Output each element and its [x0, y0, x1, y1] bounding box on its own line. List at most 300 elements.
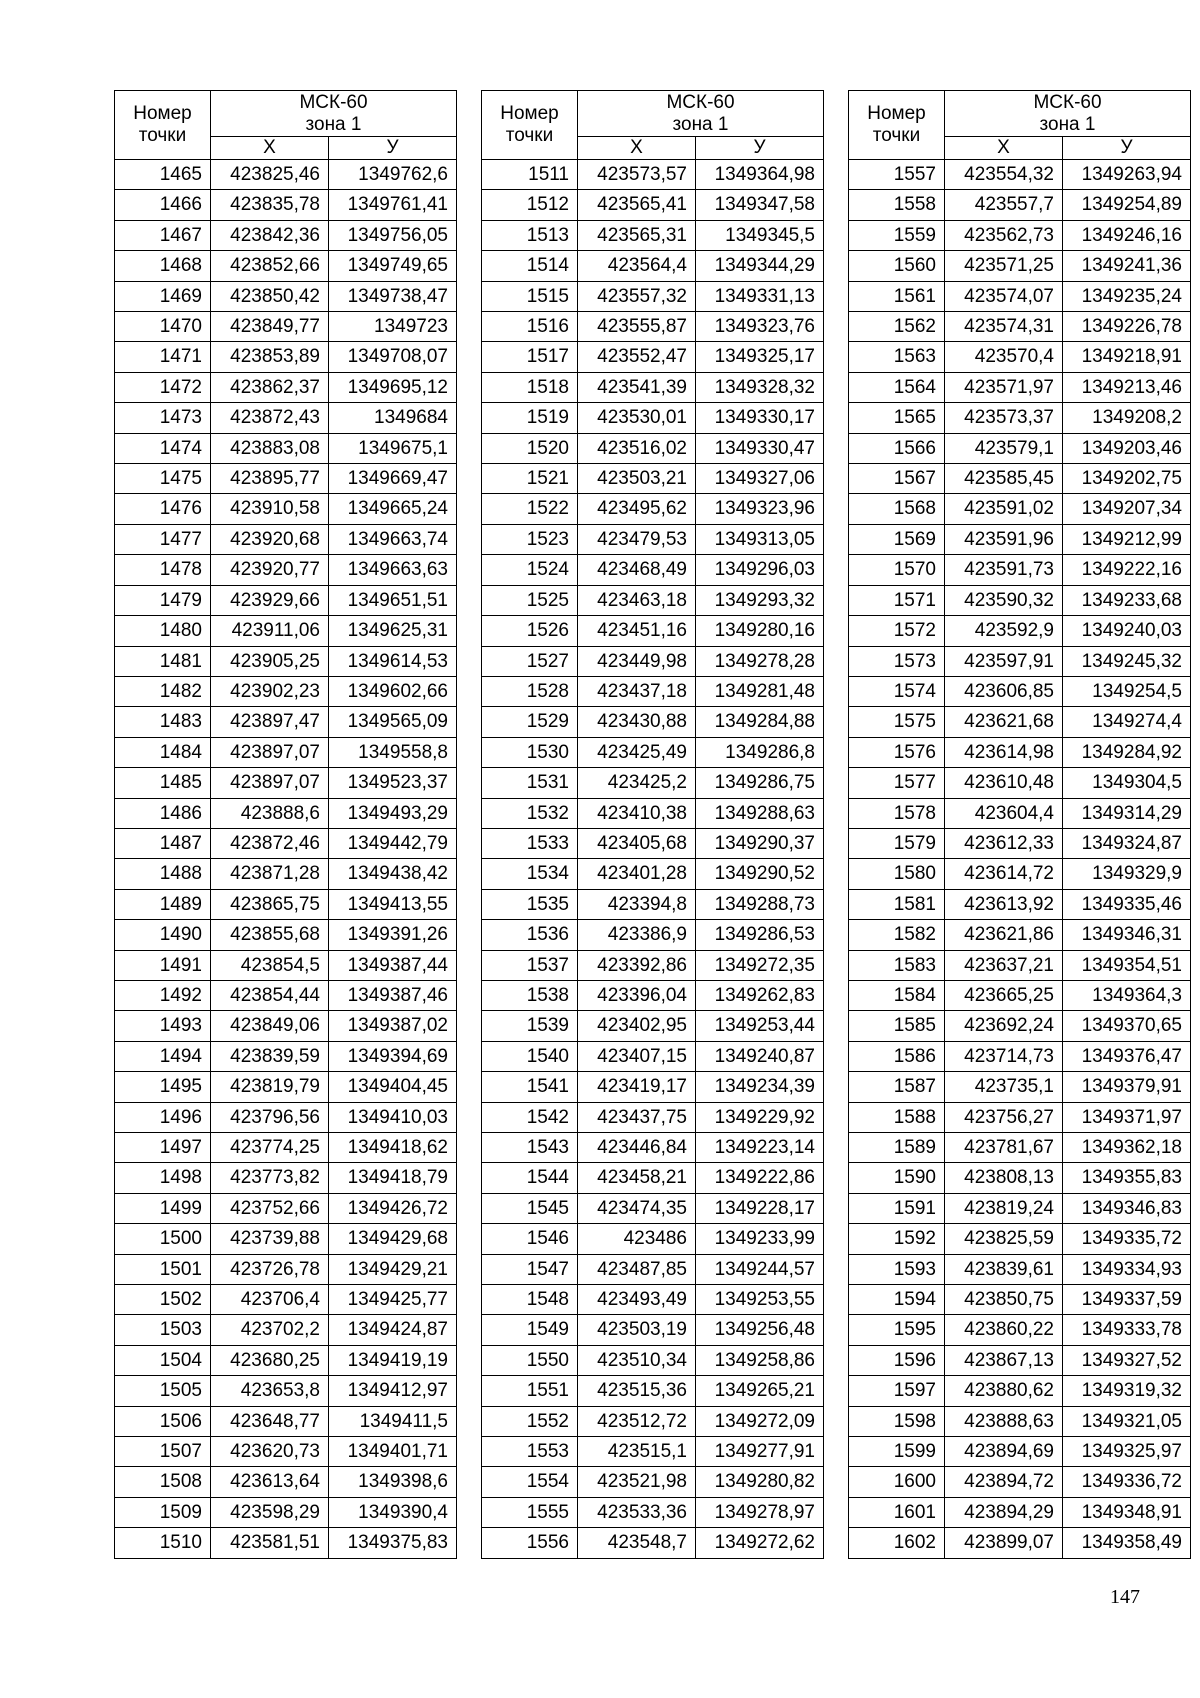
table-row [849, 1102, 1191, 1132]
table-row [482, 676, 824, 706]
x-coordinate-cell: 423574,31 [945, 312, 1063, 342]
point-number-header-text: Номер точки [500, 103, 559, 146]
x-coordinate-cell: 423419,17 [578, 1072, 696, 1102]
point-number-cell: 1569 [849, 524, 945, 554]
x-coordinate-cell: 423929,66 [211, 585, 329, 615]
x-coordinate-cell: 423564,4 [578, 251, 696, 281]
y-coordinate-cell: 1349290,52 [696, 859, 824, 889]
coordinate-system-header [211, 91, 457, 137]
y-coordinate-cell: 1349213,46 [1063, 372, 1191, 402]
point-number-cell: 1591 [849, 1193, 945, 1223]
x-coordinate-cell: 423819,79 [211, 1072, 329, 1102]
point-number-cell: 1503 [115, 1315, 211, 1345]
x-coordinate-cell: 423530,01 [578, 403, 696, 433]
y-coordinate-cell: 1349651,51 [329, 585, 457, 615]
point-number-cell: 1557 [849, 160, 945, 190]
table-row [115, 1133, 457, 1163]
point-number-cell: 1526 [482, 616, 578, 646]
y-coordinate-cell: 1349274,4 [1063, 707, 1191, 737]
table-row [482, 281, 824, 311]
table-row [115, 1011, 457, 1041]
x-coordinate-cell: 423613,64 [211, 1467, 329, 1497]
y-coordinate-cell: 1349330,47 [696, 433, 824, 463]
y-coordinate-cell: 1349319,32 [1063, 1376, 1191, 1406]
y-coordinate-cell: 1349286,75 [696, 768, 824, 798]
x-column-header: Х [945, 137, 1063, 160]
table-row [115, 524, 457, 554]
y-coordinate-cell: 1349419,19 [329, 1345, 457, 1375]
x-coordinate-cell: 423653,8 [211, 1376, 329, 1406]
point-number-cell: 1505 [115, 1376, 211, 1406]
point-number-cell: 1531 [482, 768, 578, 798]
x-coordinate-cell: 423872,46 [211, 828, 329, 858]
x-coordinate-cell: 423510,34 [578, 1345, 696, 1375]
y-coordinate-cell: 1349223,14 [696, 1133, 824, 1163]
x-coordinate-cell: 423905,25 [211, 646, 329, 676]
point-number-cell: 1473 [115, 403, 211, 433]
y-coordinate-cell: 1349404,45 [329, 1072, 457, 1102]
y-coordinate-cell: 1349265,21 [696, 1376, 824, 1406]
coordinates-table-2 [481, 90, 824, 1559]
y-coordinate-cell: 1349354,51 [1063, 950, 1191, 980]
x-coordinate-cell: 423610,48 [945, 768, 1063, 798]
x-coordinate-cell: 423850,75 [945, 1285, 1063, 1315]
x-coordinate-cell: 423692,24 [945, 1011, 1063, 1041]
x-coordinate-cell: 423486 [578, 1224, 696, 1254]
point-number-cell: 1542 [482, 1102, 578, 1132]
y-coordinate-cell: 1349254,5 [1063, 676, 1191, 706]
x-coordinate-cell: 423573,37 [945, 403, 1063, 433]
x-coordinate-cell: 423897,47 [211, 707, 329, 737]
point-number-cell: 1480 [115, 616, 211, 646]
x-coordinate-cell: 423872,43 [211, 403, 329, 433]
table-row [115, 1376, 457, 1406]
point-number-cell: 1489 [115, 889, 211, 919]
x-coordinate-cell: 423854,44 [211, 980, 329, 1010]
table-row [482, 1345, 824, 1375]
y-coordinate-cell: 1349425,77 [329, 1285, 457, 1315]
table-row [482, 1133, 824, 1163]
table-row [482, 1041, 824, 1071]
point-number-cell: 1587 [849, 1072, 945, 1102]
point-number-cell: 1478 [115, 555, 211, 585]
table-row [482, 889, 824, 919]
point-number-cell: 1534 [482, 859, 578, 889]
point-number-cell: 1541 [482, 1072, 578, 1102]
point-number-header-text: Номер точки [133, 103, 192, 146]
y-coordinate-cell: 1349762,6 [329, 160, 457, 190]
x-coordinate-cell: 423756,27 [945, 1102, 1063, 1132]
point-number-cell: 1483 [115, 707, 211, 737]
x-coordinate-cell: 423516,02 [578, 433, 696, 463]
table-row [115, 676, 457, 706]
table-row [849, 798, 1191, 828]
table-row [849, 1254, 1191, 1284]
x-coordinate-cell: 423897,07 [211, 737, 329, 767]
table-row [482, 403, 824, 433]
table-header [115, 91, 457, 160]
y-coordinate-cell: 1349233,68 [1063, 585, 1191, 615]
point-number-cell: 1501 [115, 1254, 211, 1284]
x-coordinate-cell: 423894,72 [945, 1467, 1063, 1497]
table-row [482, 1102, 824, 1132]
x-coordinate-cell: 423591,02 [945, 494, 1063, 524]
table-row [115, 950, 457, 980]
x-coordinate-cell: 423591,73 [945, 555, 1063, 585]
y-coordinate-cell: 1349288,63 [696, 798, 824, 828]
y-coordinate-cell: 1349665,24 [329, 494, 457, 524]
y-coordinate-cell: 1349313,05 [696, 524, 824, 554]
x-coordinate-cell: 423825,46 [211, 160, 329, 190]
x-coordinate-cell: 423902,23 [211, 676, 329, 706]
table-row [482, 1072, 824, 1102]
y-coordinate-cell: 1349329,9 [1063, 859, 1191, 889]
point-number-cell: 1493 [115, 1011, 211, 1041]
x-coordinate-cell: 423451,16 [578, 616, 696, 646]
x-coordinate-cell: 423392,86 [578, 950, 696, 980]
y-coordinate-cell: 1349272,35 [696, 950, 824, 980]
point-number-cell: 1470 [115, 312, 211, 342]
table-row [849, 585, 1191, 615]
point-number-cell: 1598 [849, 1406, 945, 1436]
y-coordinate-cell: 1349218,91 [1063, 342, 1191, 372]
table-row [115, 1102, 457, 1132]
y-coordinate-cell: 1349348,91 [1063, 1497, 1191, 1527]
table-row [115, 312, 457, 342]
table-row [482, 1497, 824, 1527]
table-row [849, 555, 1191, 585]
y-coordinate-cell: 1349346,83 [1063, 1193, 1191, 1223]
table-row [849, 1224, 1191, 1254]
y-coordinate-cell: 1349262,83 [696, 980, 824, 1010]
table-row [849, 859, 1191, 889]
table-row [115, 403, 457, 433]
y-coordinate-cell: 1349438,42 [329, 859, 457, 889]
point-number-cell: 1536 [482, 920, 578, 950]
table-row [482, 1406, 824, 1436]
table-row [849, 1528, 1191, 1558]
x-coordinate-cell: 423855,68 [211, 920, 329, 950]
x-coordinate-cell: 423648,77 [211, 1406, 329, 1436]
table-row [115, 160, 457, 190]
x-coordinate-cell: 423819,24 [945, 1193, 1063, 1223]
point-number-cell: 1544 [482, 1163, 578, 1193]
y-coordinate-cell: 1349327,52 [1063, 1345, 1191, 1375]
y-coordinate-cell: 1349325,17 [696, 342, 824, 372]
x-coordinate-cell: 423888,63 [945, 1406, 1063, 1436]
table-row [849, 980, 1191, 1010]
table-row [482, 798, 824, 828]
table-row [115, 1406, 457, 1436]
point-number-cell: 1575 [849, 707, 945, 737]
table-row [482, 190, 824, 220]
y-coordinate-cell: 1349272,62 [696, 1528, 824, 1558]
point-number-header [482, 91, 578, 160]
y-coordinate-cell: 1349614,53 [329, 646, 457, 676]
table-row [115, 707, 457, 737]
table-row [115, 1345, 457, 1375]
table-row [115, 737, 457, 767]
point-number-cell: 1563 [849, 342, 945, 372]
table-row [849, 1376, 1191, 1406]
y-coordinate-cell: 1349272,09 [696, 1406, 824, 1436]
point-number-cell: 1495 [115, 1072, 211, 1102]
x-coordinate-cell: 423849,77 [211, 312, 329, 342]
point-number-cell: 1491 [115, 950, 211, 980]
point-number-cell: 1500 [115, 1224, 211, 1254]
x-coordinate-cell: 423557,7 [945, 190, 1063, 220]
point-number-cell: 1467 [115, 220, 211, 250]
x-coordinate-cell: 423621,86 [945, 920, 1063, 950]
y-coordinate-cell: 1349364,3 [1063, 980, 1191, 1010]
table-row [849, 950, 1191, 980]
y-coordinate-cell: 1349756,05 [329, 220, 457, 250]
x-coordinate-cell: 423665,25 [945, 980, 1063, 1010]
y-column-header: У [1063, 137, 1191, 160]
point-number-cell: 1578 [849, 798, 945, 828]
x-coordinate-cell: 423835,78 [211, 190, 329, 220]
table-row [849, 1437, 1191, 1467]
table-row [482, 920, 824, 950]
y-coordinate-cell: 1349749,65 [329, 251, 457, 281]
y-coordinate-cell: 1349321,05 [1063, 1406, 1191, 1436]
x-column-header: Х [578, 137, 696, 160]
x-coordinate-cell: 423425,2 [578, 768, 696, 798]
y-coordinate-cell: 1349290,37 [696, 828, 824, 858]
y-coordinate-cell: 1349370,65 [1063, 1011, 1191, 1041]
y-coordinate-cell: 1349244,57 [696, 1254, 824, 1284]
y-coordinate-cell: 1349429,68 [329, 1224, 457, 1254]
y-column-header: У [696, 137, 824, 160]
table-row [482, 372, 824, 402]
table-row [849, 889, 1191, 919]
x-coordinate-cell: 423386,9 [578, 920, 696, 950]
table-row [482, 494, 824, 524]
point-number-cell: 1520 [482, 433, 578, 463]
y-coordinate-cell: 1349426,72 [329, 1193, 457, 1223]
y-coordinate-cell: 1349253,44 [696, 1011, 824, 1041]
point-number-cell: 1558 [849, 190, 945, 220]
y-coordinate-cell: 1349253,55 [696, 1285, 824, 1315]
point-number-cell: 1556 [482, 1528, 578, 1558]
table-row [849, 1011, 1191, 1041]
y-coordinate-cell: 1349424,87 [329, 1315, 457, 1345]
table-row [482, 1163, 824, 1193]
point-number-cell: 1482 [115, 676, 211, 706]
point-number-cell: 1524 [482, 555, 578, 585]
point-number-cell: 1554 [482, 1467, 578, 1497]
x-coordinate-cell: 423515,1 [578, 1437, 696, 1467]
y-coordinate-cell: 1349358,49 [1063, 1528, 1191, 1558]
y-coordinate-cell: 1349394,69 [329, 1041, 457, 1071]
point-number-cell: 1574 [849, 676, 945, 706]
point-number-cell: 1584 [849, 980, 945, 1010]
table-row [482, 980, 824, 1010]
table-row [482, 1011, 824, 1041]
x-coordinate-cell: 423571,97 [945, 372, 1063, 402]
x-coordinate-cell: 423401,28 [578, 859, 696, 889]
x-coordinate-cell: 423620,73 [211, 1437, 329, 1467]
x-coordinate-cell: 423468,49 [578, 555, 696, 585]
point-number-cell: 1581 [849, 889, 945, 919]
point-number-cell: 1522 [482, 494, 578, 524]
y-coordinate-cell: 1349418,62 [329, 1133, 457, 1163]
y-coordinate-cell: 1349723 [329, 312, 457, 342]
point-number-cell: 1488 [115, 859, 211, 889]
y-coordinate-cell: 1349241,36 [1063, 251, 1191, 281]
table-row [482, 585, 824, 615]
point-number-cell: 1479 [115, 585, 211, 615]
table-row [482, 707, 824, 737]
coordinate-system-header-text: МСК-60 зона 1 [1033, 91, 1102, 135]
x-coordinate-cell: 423487,85 [578, 1254, 696, 1284]
point-number-cell: 1513 [482, 220, 578, 250]
table-row [849, 372, 1191, 402]
y-coordinate-cell: 1349695,12 [329, 372, 457, 402]
x-coordinate-cell: 423579,1 [945, 433, 1063, 463]
point-number-cell: 1576 [849, 737, 945, 767]
y-coordinate-cell: 1349229,92 [696, 1102, 824, 1132]
point-number-cell: 1518 [482, 372, 578, 402]
x-coordinate-cell: 423774,25 [211, 1133, 329, 1163]
x-coordinate-cell: 423592,9 [945, 616, 1063, 646]
point-number-cell: 1525 [482, 585, 578, 615]
point-number-cell: 1566 [849, 433, 945, 463]
y-coordinate-cell: 1349337,59 [1063, 1285, 1191, 1315]
y-coordinate-cell: 1349413,55 [329, 889, 457, 919]
point-number-cell: 1547 [482, 1254, 578, 1284]
table-row [115, 798, 457, 828]
table-row [482, 1376, 824, 1406]
point-number-cell: 1594 [849, 1285, 945, 1315]
point-number-cell: 1595 [849, 1315, 945, 1345]
table-row [482, 1224, 824, 1254]
point-number-cell: 1484 [115, 737, 211, 767]
x-coordinate-cell: 423899,07 [945, 1528, 1063, 1558]
table-row [115, 1193, 457, 1223]
x-coordinate-cell: 423888,6 [211, 798, 329, 828]
point-number-cell: 1568 [849, 494, 945, 524]
point-number-header-text: Номер точки [867, 103, 926, 146]
table-row [482, 464, 824, 494]
point-number-cell: 1601 [849, 1497, 945, 1527]
point-number-cell: 1553 [482, 1437, 578, 1467]
y-coordinate-cell: 1349523,37 [329, 768, 457, 798]
table-row [115, 190, 457, 220]
x-coordinate-cell: 423437,18 [578, 676, 696, 706]
table-row [482, 160, 824, 190]
point-number-cell: 1496 [115, 1102, 211, 1132]
y-coordinate-cell: 1349278,28 [696, 646, 824, 676]
point-number-cell: 1539 [482, 1011, 578, 1041]
x-coordinate-cell: 423565,31 [578, 220, 696, 250]
table-header [849, 91, 1191, 160]
x-coordinate-cell: 423621,68 [945, 707, 1063, 737]
table-row [849, 920, 1191, 950]
y-coordinate-cell: 1349246,16 [1063, 220, 1191, 250]
y-coordinate-cell: 1349442,79 [329, 828, 457, 858]
y-coordinate-cell: 1349387,44 [329, 950, 457, 980]
x-coordinate-cell: 423555,87 [578, 312, 696, 342]
table-row [115, 1072, 457, 1102]
x-coordinate-cell: 423910,58 [211, 494, 329, 524]
point-number-cell: 1471 [115, 342, 211, 372]
table-row [482, 220, 824, 250]
x-coordinate-cell: 423865,75 [211, 889, 329, 919]
table-row [849, 251, 1191, 281]
table-row [849, 616, 1191, 646]
y-coordinate-cell: 1349558,8 [329, 737, 457, 767]
y-coordinate-cell: 1349278,97 [696, 1497, 824, 1527]
x-coordinate-cell: 423562,73 [945, 220, 1063, 250]
x-coordinate-cell: 423521,98 [578, 1467, 696, 1497]
point-number-cell: 1593 [849, 1254, 945, 1284]
point-number-cell: 1597 [849, 1376, 945, 1406]
point-number-cell: 1517 [482, 342, 578, 372]
table-row [849, 646, 1191, 676]
x-coordinate-cell: 423897,07 [211, 768, 329, 798]
y-coordinate-cell: 1349325,97 [1063, 1437, 1191, 1467]
x-coordinate-cell: 423920,68 [211, 524, 329, 554]
coordinate-system-header [578, 91, 824, 137]
x-coordinate-cell: 423493,49 [578, 1285, 696, 1315]
point-number-cell: 1579 [849, 828, 945, 858]
point-number-cell: 1560 [849, 251, 945, 281]
table-row [849, 1041, 1191, 1071]
table-row [482, 859, 824, 889]
point-number-cell: 1510 [115, 1528, 211, 1558]
y-coordinate-cell: 1349335,46 [1063, 889, 1191, 919]
point-number-cell: 1583 [849, 950, 945, 980]
x-coordinate-cell: 423862,37 [211, 372, 329, 402]
y-coordinate-cell: 1349390,4 [329, 1497, 457, 1527]
table-body [482, 160, 824, 1559]
table-row [482, 950, 824, 980]
x-coordinate-cell: 423557,32 [578, 281, 696, 311]
x-coordinate-cell: 423402,95 [578, 1011, 696, 1041]
table-row [849, 190, 1191, 220]
table-row [849, 1345, 1191, 1375]
x-coordinate-cell: 423867,13 [945, 1345, 1063, 1375]
table-row [482, 768, 824, 798]
table-row [482, 1437, 824, 1467]
point-number-cell: 1586 [849, 1041, 945, 1071]
point-number-cell: 1497 [115, 1133, 211, 1163]
y-coordinate-cell: 1349738,47 [329, 281, 457, 311]
x-coordinate-cell: 423796,56 [211, 1102, 329, 1132]
y-coordinate-cell: 1349222,86 [696, 1163, 824, 1193]
x-coordinate-cell: 423565,41 [578, 190, 696, 220]
table-row [482, 646, 824, 676]
point-number-cell: 1535 [482, 889, 578, 919]
x-coordinate-cell: 423752,66 [211, 1193, 329, 1223]
point-number-cell: 1555 [482, 1497, 578, 1527]
point-number-cell: 1508 [115, 1467, 211, 1497]
x-coordinate-cell: 423850,42 [211, 281, 329, 311]
x-coordinate-cell: 423570,4 [945, 342, 1063, 372]
x-coordinate-cell: 423894,69 [945, 1437, 1063, 1467]
point-number-cell: 1543 [482, 1133, 578, 1163]
point-number-cell: 1469 [115, 281, 211, 311]
point-number-cell: 1468 [115, 251, 211, 281]
point-number-cell: 1585 [849, 1011, 945, 1041]
coordinate-system-header-text: МСК-60 зона 1 [666, 91, 735, 135]
y-coordinate-cell: 1349344,29 [696, 251, 824, 281]
table-body [115, 160, 457, 1559]
y-coordinate-cell: 1349371,97 [1063, 1102, 1191, 1132]
point-number-cell: 1472 [115, 372, 211, 402]
point-number-cell: 1572 [849, 616, 945, 646]
